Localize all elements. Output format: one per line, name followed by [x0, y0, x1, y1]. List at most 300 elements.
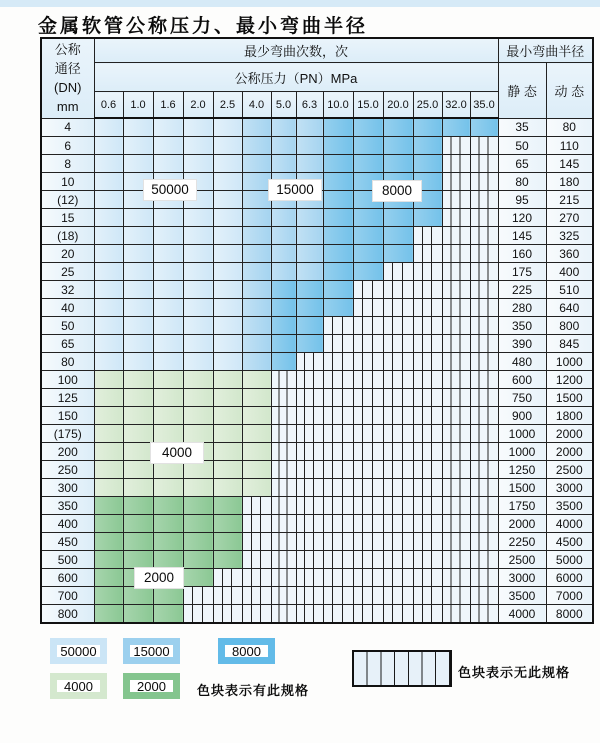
- spec-cell-g2: [183, 569, 213, 587]
- spec-cell-b1: [123, 335, 153, 353]
- spec-cell-g2: [183, 497, 213, 515]
- spec-cell-b3: [271, 281, 296, 299]
- table-row: [41, 317, 593, 335]
- no-spec-cell: [183, 605, 213, 624]
- static-radius-cell: 280: [498, 299, 546, 317]
- legend-swatch-8000: [218, 638, 275, 664]
- no-spec-cell: [353, 389, 383, 407]
- no-spec-cell: [242, 497, 271, 515]
- dn-cell: 25: [41, 263, 94, 281]
- pressure-value-header-cell: 1.0: [123, 92, 153, 119]
- no-spec-cell: [323, 569, 353, 587]
- dn-cell: 600: [41, 569, 94, 587]
- spec-cell-b1: [123, 281, 153, 299]
- table-row: [41, 299, 593, 317]
- no-spec-cell: [383, 281, 413, 299]
- spec-cell-b1: [123, 353, 153, 371]
- table-row: [41, 407, 593, 425]
- cycles-header: 最少弯曲次数，次: [94, 38, 498, 63]
- static-radius-cell: 1750: [498, 497, 546, 515]
- no-spec-cell: [383, 533, 413, 551]
- spec-cell-b1: [183, 137, 213, 155]
- spec-cell-b1: [153, 245, 183, 263]
- spec-cell-b1: [213, 155, 242, 173]
- spec-cell-g1: [123, 407, 153, 425]
- no-spec-cell: [470, 371, 498, 389]
- spec-table: [40, 37, 594, 624]
- no-spec-cell: [442, 137, 470, 155]
- no-spec-cell: [183, 587, 213, 605]
- spec-cell-b3: [383, 245, 413, 263]
- no-spec-cell: [470, 209, 498, 227]
- no-spec-cell: [353, 443, 383, 461]
- static-radius-cell: 3500: [498, 587, 546, 605]
- pressure-value-header-cell: 0.6: [94, 92, 123, 119]
- static-radius-cell: 2500: [498, 551, 546, 569]
- no-spec-cell: [442, 245, 470, 263]
- spec-cell-g1: [183, 371, 213, 389]
- spec-cell-g1: [242, 407, 271, 425]
- spec-cell-g1: [213, 461, 242, 479]
- dn-cell: 4: [41, 118, 94, 137]
- spec-cell-b3: [353, 137, 383, 155]
- spec-cell-b3: [323, 245, 353, 263]
- spec-cell-g1: [242, 461, 271, 479]
- no-spec-cell: [442, 533, 470, 551]
- spec-cell-b3: [323, 155, 353, 173]
- spec-cell-b1: [153, 335, 183, 353]
- spec-cell-b2: [271, 245, 296, 263]
- spec-cell-b1: [183, 155, 213, 173]
- spec-cell-b1: [213, 335, 242, 353]
- no-spec-cell: [353, 551, 383, 569]
- no-spec-cell: [383, 479, 413, 497]
- spec-cell-b3: [271, 353, 296, 371]
- spec-cell-g2: [94, 605, 123, 624]
- spec-cell-g2: [183, 515, 213, 533]
- spec-cell-g2: [123, 533, 153, 551]
- dynamic-radius-cell: 180: [546, 173, 593, 191]
- no-spec-cell: [353, 461, 383, 479]
- dn-cell: 150: [41, 407, 94, 425]
- spec-cell-b3: [383, 155, 413, 173]
- no-spec-cell: [413, 533, 442, 551]
- no-spec-cell: [353, 281, 383, 299]
- table-row: [41, 461, 593, 479]
- spec-cell-b2: [296, 137, 323, 155]
- spec-cell-b3: [323, 209, 353, 227]
- spec-cell-g2: [213, 533, 242, 551]
- pressure-value-header-cell: 15.0: [353, 92, 383, 119]
- no-spec-cell: [213, 587, 242, 605]
- no-spec-cell: [323, 371, 353, 389]
- no-spec-cell: [470, 587, 498, 605]
- no-spec-cell: [413, 605, 442, 624]
- spec-cell-g2: [153, 605, 183, 624]
- no-spec-cell: [470, 407, 498, 425]
- no-spec-cell: [323, 605, 353, 624]
- spec-cell-b1: [213, 299, 242, 317]
- no-spec-cell: [442, 443, 470, 461]
- no-spec-cell: [323, 497, 353, 515]
- spec-cell-b3: [353, 209, 383, 227]
- spec-cell-g1: [123, 443, 153, 461]
- spec-cell-b2: [242, 335, 271, 353]
- pressure-header: 公称压力（PN）MPa: [94, 63, 498, 92]
- legend-swatch-label: 8000: [232, 643, 261, 659]
- no-spec-cell: [213, 605, 242, 624]
- table-row: [41, 389, 593, 407]
- spec-cell-g1: [242, 425, 271, 443]
- no-spec-cell: [470, 227, 498, 245]
- spec-cell-b2: [271, 137, 296, 155]
- table-row: [41, 245, 593, 263]
- spec-cell-b1: [183, 299, 213, 317]
- no-spec-cell: [470, 263, 498, 281]
- no-spec-cell: [413, 245, 442, 263]
- spec-cell-b1: [153, 353, 183, 371]
- no-spec-cell: [271, 587, 296, 605]
- table-row: [41, 551, 593, 569]
- spec-cell-b1: [153, 209, 183, 227]
- no-spec-cell: [383, 425, 413, 443]
- spec-cell-b3: [470, 118, 498, 137]
- spec-cell-b3: [413, 155, 442, 173]
- no-spec-cell: [442, 371, 470, 389]
- static-radius-cell: 95: [498, 191, 546, 209]
- static-radius-cell: 900: [498, 407, 546, 425]
- no-spec-cell: [442, 299, 470, 317]
- no-spec-cell: [442, 263, 470, 281]
- legend-swatch-4000: [50, 673, 107, 699]
- dn-cell: (18): [41, 227, 94, 245]
- spec-cell-b1: [153, 263, 183, 281]
- spec-cell-g2: [123, 587, 153, 605]
- spec-cell-b2: [242, 118, 271, 137]
- spec-cell-g1: [94, 425, 123, 443]
- spec-cell-b1: [213, 209, 242, 227]
- no-spec-cell: [470, 389, 498, 407]
- no-spec-cell: [323, 407, 353, 425]
- no-spec-cell: [323, 479, 353, 497]
- spec-cell-g2: [94, 587, 123, 605]
- dynamic-radius-cell: 8000: [546, 605, 593, 624]
- no-spec-cell: [413, 371, 442, 389]
- spec-cell-g1: [94, 371, 123, 389]
- spec-cell-b1: [94, 317, 123, 335]
- no-spec-cell: [271, 371, 296, 389]
- no-spec-cell: [442, 317, 470, 335]
- static-radius-cell: 2000: [498, 515, 546, 533]
- no-spec-cell: [413, 587, 442, 605]
- no-spec-cell: [442, 551, 470, 569]
- spec-cell-b1: [123, 118, 153, 137]
- no-spec-cell: [442, 209, 470, 227]
- no-spec-cell: [353, 371, 383, 389]
- no-spec-cell: [353, 479, 383, 497]
- spec-cell-b2: [242, 227, 271, 245]
- spec-cell-b3: [383, 209, 413, 227]
- dynamic-radius-cell: 145: [546, 155, 593, 173]
- no-spec-cell: [383, 335, 413, 353]
- static-radius-cell: 1000: [498, 425, 546, 443]
- dynamic-radius-cell: 640: [546, 299, 593, 317]
- no-spec-cell: [470, 479, 498, 497]
- dn-cell: 800: [41, 605, 94, 624]
- spec-cell-b1: [94, 263, 123, 281]
- dynamic-radius-cell: 270: [546, 209, 593, 227]
- dn-header-line: 通径: [54, 61, 81, 77]
- dynamic-radius-cell: 2000: [546, 425, 593, 443]
- spec-cell-b3: [323, 227, 353, 245]
- dn-cell: 250: [41, 461, 94, 479]
- no-spec-cell: [413, 299, 442, 317]
- no-spec-cell: [353, 569, 383, 587]
- spec-cell-g1: [213, 371, 242, 389]
- spec-cell-b2: [296, 263, 323, 281]
- spec-cell-b2: [271, 118, 296, 137]
- table-row: [41, 497, 593, 515]
- dynamic-radius-cell: 80: [546, 118, 593, 137]
- no-spec-cell: [383, 371, 413, 389]
- no-spec-note: 色块表示无此规格: [458, 665, 571, 680]
- spec-cell-b3: [383, 118, 413, 137]
- spec-cell-b3: [323, 137, 353, 155]
- has-spec-note: 色块表示有此规格: [197, 683, 310, 698]
- spec-cell-b1: [123, 299, 153, 317]
- spec-cell-b2: [242, 173, 271, 191]
- spec-cell-b1: [213, 353, 242, 371]
- dn-cell: 50: [41, 317, 94, 335]
- no-spec-cell: [442, 335, 470, 353]
- no-spec-cell: [413, 497, 442, 515]
- no-spec-cell: [383, 551, 413, 569]
- dynamic-radius-cell: 4500: [546, 533, 593, 551]
- spec-cell-b1: [94, 281, 123, 299]
- spec-cell-b2: [242, 353, 271, 371]
- no-spec-cell: [413, 425, 442, 443]
- dynamic-radius-cell: 215: [546, 191, 593, 209]
- dn-cell: 100: [41, 371, 94, 389]
- no-spec-cell: [442, 155, 470, 173]
- no-spec-cell: [296, 443, 323, 461]
- spec-cell-b1: [123, 155, 153, 173]
- no-spec-cell: [470, 497, 498, 515]
- no-spec-cell: [271, 425, 296, 443]
- spec-cell-b2: [296, 118, 323, 137]
- no-spec-cell: [470, 443, 498, 461]
- spec-cell-g1: [213, 389, 242, 407]
- spec-cell-b3: [296, 281, 323, 299]
- no-spec-cell: [242, 551, 271, 569]
- static-radius-cell: 2250: [498, 533, 546, 551]
- spec-cell-b1: [153, 137, 183, 155]
- no-spec-cell: [442, 281, 470, 299]
- dynamic-radius-cell: 3000: [546, 479, 593, 497]
- spec-cell-b1: [94, 137, 123, 155]
- dn-cell: 350: [41, 497, 94, 515]
- spec-cell-b3: [271, 317, 296, 335]
- spec-cell-g1: [153, 389, 183, 407]
- dynamic-radius-cell: 110: [546, 137, 593, 155]
- no-spec-cell: [296, 497, 323, 515]
- static-radius-cell: 120: [498, 209, 546, 227]
- no-spec-cell: [323, 587, 353, 605]
- no-spec-cell: [470, 173, 498, 191]
- no-spec-cell: [442, 587, 470, 605]
- pressure-value-header-cell: 4.0: [242, 92, 271, 119]
- pressure-value-header-cell: 32.0: [442, 92, 470, 119]
- spec-cell-b1: [94, 335, 123, 353]
- pressure-value-header-cell: 35.0: [470, 92, 498, 119]
- spec-cell-g1: [213, 443, 242, 461]
- legend-swatch-2000: [123, 673, 180, 699]
- spec-cell-b3: [323, 299, 353, 317]
- spec-cell-g1: [94, 479, 123, 497]
- spec-cell-b2: [242, 191, 271, 209]
- no-spec-cell: [442, 173, 470, 191]
- table-row: [41, 209, 593, 227]
- no-spec-cell: [470, 353, 498, 371]
- dn-cell: 500: [41, 551, 94, 569]
- no-spec-cell: [353, 317, 383, 335]
- spec-cell-g2: [123, 497, 153, 515]
- static-radius-cell: 225: [498, 281, 546, 299]
- table-row: [41, 569, 593, 587]
- no-spec-cell: [353, 605, 383, 624]
- no-spec-cell: [470, 281, 498, 299]
- spec-cell-b3: [353, 118, 383, 137]
- no-spec-cell: [470, 425, 498, 443]
- table-row: [41, 515, 593, 533]
- dynamic-radius-cell: 1800: [546, 407, 593, 425]
- dn-column-header: [41, 38, 94, 118]
- no-spec-cell: [413, 515, 442, 533]
- table-row: [41, 227, 593, 245]
- no-spec-cell: [383, 299, 413, 317]
- no-spec-cell: [271, 515, 296, 533]
- no-spec-cell: [413, 227, 442, 245]
- spec-cell-b1: [153, 317, 183, 335]
- spec-cell-b1: [94, 118, 123, 137]
- pressure-value-header-cell: 20.0: [383, 92, 413, 119]
- spec-cell-g1: [94, 407, 123, 425]
- dynamic-radius-cell: 1200: [546, 371, 593, 389]
- spec-cell-g1: [242, 371, 271, 389]
- spec-cell-b1: [94, 299, 123, 317]
- table-row: [41, 118, 593, 137]
- spec-cell-b1: [94, 227, 123, 245]
- dn-header-line: 公称: [54, 42, 81, 58]
- spec-cell-b3: [323, 173, 353, 191]
- spec-cell-b3: [323, 118, 353, 137]
- spec-cell-g1: [183, 425, 213, 443]
- spec-cell-b2: [271, 263, 296, 281]
- no-spec-cell: [242, 569, 271, 587]
- spec-cell-b1: [183, 353, 213, 371]
- no-spec-cell: [383, 407, 413, 425]
- no-spec-cell: [470, 533, 498, 551]
- spec-cell-b2: [242, 209, 271, 227]
- no-spec-cell: [353, 587, 383, 605]
- no-spec-cell: [323, 389, 353, 407]
- spec-cell-b3: [323, 281, 353, 299]
- no-spec-cell: [271, 569, 296, 587]
- table-row: [41, 479, 593, 497]
- spec-cell-b2: [296, 245, 323, 263]
- spec-cell-b1: [153, 299, 183, 317]
- no-spec-cell: [353, 515, 383, 533]
- no-spec-cell: [242, 587, 271, 605]
- dn-cell: 300: [41, 479, 94, 497]
- spec-cell-b1: [94, 155, 123, 173]
- no-spec-cell: [470, 551, 498, 569]
- dn-header-line: mm: [56, 99, 79, 115]
- pressure-value-header-cell: 5.0: [271, 92, 296, 119]
- dn-cell: 65: [41, 335, 94, 353]
- spec-cell-b1: [183, 335, 213, 353]
- no-spec-cell: [323, 515, 353, 533]
- no-spec-cell: [442, 407, 470, 425]
- no-spec-cell: [323, 353, 353, 371]
- table-header: [41, 38, 593, 118]
- no-spec-cell: [413, 443, 442, 461]
- no-spec-cell: [353, 299, 383, 317]
- spec-cell-b1: [153, 227, 183, 245]
- spec-cell-b1: [94, 353, 123, 371]
- no-spec-cell: [442, 605, 470, 624]
- no-spec-cell: [413, 479, 442, 497]
- no-spec-cell: [271, 551, 296, 569]
- dynamic-radius-cell: 7000: [546, 587, 593, 605]
- table-row: [41, 605, 593, 624]
- no-spec-cell: [442, 191, 470, 209]
- spec-cell-b2: [242, 263, 271, 281]
- spec-cell-b3: [296, 335, 323, 353]
- static-radius-cell: 1250: [498, 461, 546, 479]
- spec-cell-b1: [213, 227, 242, 245]
- spec-cell-g1: [94, 443, 123, 461]
- static-radius-cell: 80: [498, 173, 546, 191]
- no-spec-cell: [413, 353, 442, 371]
- pressure-value-header-cell: 25.0: [413, 92, 442, 119]
- static-radius-cell: 160: [498, 245, 546, 263]
- dynamic-radius-cell: 510: [546, 281, 593, 299]
- spec-cell-b1: [183, 209, 213, 227]
- spec-cell-b1: [183, 118, 213, 137]
- no-spec-cell: [442, 515, 470, 533]
- no-spec-cell: [296, 479, 323, 497]
- no-spec-cell: [383, 587, 413, 605]
- no-spec-cell: [470, 335, 498, 353]
- no-spec-cell: [296, 389, 323, 407]
- spec-cell-g1: [94, 461, 123, 479]
- static-radius-cell: 1500: [498, 479, 546, 497]
- spec-cell-b1: [153, 281, 183, 299]
- table-row: [41, 533, 593, 551]
- no-spec-cell: [296, 353, 323, 371]
- no-spec-cell: [383, 263, 413, 281]
- no-spec-cell: [470, 245, 498, 263]
- spec-cell-b2: [271, 227, 296, 245]
- spec-cell-b1: [213, 281, 242, 299]
- spec-cell-g2: [123, 515, 153, 533]
- spec-cell-g2: [153, 515, 183, 533]
- spec-cell-g2: [213, 515, 242, 533]
- spec-table-wrapper: [40, 37, 592, 624]
- spec-cell-b1: [183, 281, 213, 299]
- no-spec-cell: [413, 335, 442, 353]
